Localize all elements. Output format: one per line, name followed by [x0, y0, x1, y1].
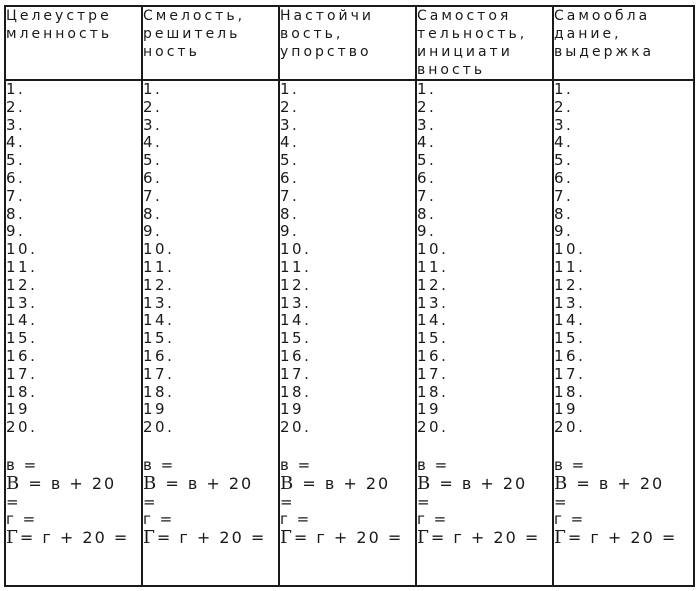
formula-expression: = г + 20 =: [430, 527, 541, 547]
item-number: 3.: [417, 115, 437, 134]
item-number: 14.: [554, 311, 586, 330]
item-number: 1.: [143, 80, 163, 98]
item-number: 16.: [280, 346, 312, 365]
item-number: 7.: [554, 186, 574, 205]
formula-equals: =: [143, 492, 158, 511]
formula-expression: = г + 20 =: [293, 527, 404, 547]
item-number: 7.: [6, 186, 26, 205]
formula-block: [417, 457, 552, 548]
item-number: 6.: [6, 168, 26, 187]
formula-big-g: [280, 528, 415, 548]
item-number: 10.: [6, 240, 38, 259]
item-number: 19: [6, 400, 31, 419]
item-number: 15.: [280, 329, 312, 348]
item-number: 15.: [6, 329, 38, 348]
formula-block: [6, 457, 141, 548]
item-number: 14.: [143, 311, 175, 330]
column-header-4: [416, 6, 553, 80]
column-title-line: Самообла: [554, 8, 651, 24]
formula-capital-letter: Г: [554, 526, 568, 548]
item-number: 13.: [280, 293, 312, 312]
formula-big-v: [554, 474, 693, 494]
formula-block: [554, 457, 693, 548]
item-number: 6.: [143, 168, 163, 187]
column-header-5: [553, 6, 694, 80]
formula-big-g: [6, 528, 141, 548]
item-number: 18.: [417, 382, 449, 401]
formula-equals: =: [417, 492, 432, 511]
item-number: 5.: [143, 151, 163, 170]
item-number: 7.: [417, 186, 437, 205]
item-number: 9.: [554, 222, 574, 241]
formula-expression: = в + 20: [295, 473, 391, 493]
item-number: 11.: [143, 257, 175, 276]
formula-equals: =: [6, 492, 21, 511]
item-number: 8.: [280, 204, 300, 223]
formula-big-v: [6, 474, 141, 494]
item-number: 8.: [554, 204, 574, 223]
item-number: 7.: [280, 186, 300, 205]
item-number: 1.: [6, 80, 26, 98]
formula-small-g: г =: [554, 509, 586, 528]
item-number: 20.: [280, 418, 312, 437]
traits-table: [4, 5, 695, 587]
item-number: 4.: [143, 133, 163, 152]
formula-big-g: [554, 528, 693, 548]
item-number: 18.: [6, 382, 38, 401]
item-number: 2.: [143, 97, 163, 116]
item-number: 11.: [6, 257, 38, 276]
formula-small-v: в =: [6, 455, 39, 474]
column-body-3: [279, 80, 416, 586]
item-number: 3.: [554, 115, 574, 134]
formula-small-v: в =: [417, 455, 450, 474]
column-title-line: Смелость,: [143, 8, 246, 24]
formula-expression: = г + 20 =: [156, 527, 267, 547]
body-row: [5, 80, 694, 586]
item-number: 12.: [280, 275, 312, 294]
formula-big-v: [417, 474, 552, 494]
item-number: 14.: [417, 311, 449, 330]
formula-capital-letter: В: [280, 472, 296, 494]
item-number: 18.: [143, 382, 175, 401]
item-number: 11.: [554, 257, 586, 276]
item-number: 3.: [280, 115, 300, 134]
column-title-line: дание,: [554, 26, 622, 42]
item-number: 16.: [554, 346, 586, 365]
item-number: 6.: [554, 168, 574, 187]
column-title-line: ность: [143, 44, 200, 60]
formula-capital-letter: В: [417, 472, 433, 494]
column-title-line: упорство: [280, 44, 372, 60]
item-number: 5.: [6, 151, 26, 170]
item-number: 12.: [6, 275, 38, 294]
item-number: 1.: [417, 80, 437, 98]
column-body-2: [142, 80, 279, 586]
formula-expression: = в + 20: [21, 473, 117, 493]
formula-capital-letter: В: [6, 472, 22, 494]
formula-capital-letter: В: [554, 472, 570, 494]
formula-expression: = в + 20: [569, 473, 665, 493]
formula-expression: = г + 20 =: [567, 527, 678, 547]
formula-equals: =: [554, 492, 569, 511]
column-header-3: [279, 6, 416, 80]
item-number: 8.: [143, 204, 163, 223]
formula-capital-letter: Г: [417, 526, 431, 548]
formula-small-g: г =: [417, 509, 449, 528]
item-number: 9.: [417, 222, 437, 241]
item-number: 17.: [417, 364, 449, 383]
formula-capital-letter: В: [143, 472, 159, 494]
formula-equals: =: [280, 492, 295, 511]
formula-small-v: в =: [280, 455, 313, 474]
item-number: 18.: [554, 382, 586, 401]
item-number: 17.: [143, 364, 175, 383]
item-number: 8.: [417, 204, 437, 223]
item-number: 12.: [417, 275, 449, 294]
item-number: 2.: [280, 97, 300, 116]
column-title-line: Настойчи: [280, 8, 374, 24]
column-body-4: [416, 80, 553, 586]
item-number: 3.: [143, 115, 163, 134]
formula-expression: = в + 20: [158, 473, 254, 493]
item-number: 6.: [280, 168, 300, 187]
item-number: 19: [143, 400, 168, 419]
item-number: 14.: [280, 311, 312, 330]
item-number: 10.: [280, 240, 312, 259]
formula-small-g: г =: [6, 509, 38, 528]
item-number: 2.: [554, 97, 574, 116]
column-title-line: решитель: [143, 26, 241, 42]
item-number: 20.: [6, 418, 38, 437]
item-number: 15.: [554, 329, 586, 348]
formula-capital-letter: Г: [143, 526, 157, 548]
column-title-line: мленность: [6, 26, 113, 42]
column-body-1: [5, 80, 142, 586]
formula-big-v: [280, 474, 415, 494]
item-number: 13.: [554, 293, 586, 312]
item-number: 16.: [6, 346, 38, 365]
item-number: 5.: [417, 151, 437, 170]
item-number: 11.: [280, 257, 312, 276]
item-number: 4.: [6, 133, 26, 152]
formula-big-g: [143, 528, 278, 548]
item-number: 8.: [6, 204, 26, 223]
item-number: 6.: [417, 168, 437, 187]
item-number: 19: [280, 400, 305, 419]
formula-small-v: в =: [554, 455, 587, 474]
item-number: 19: [417, 400, 442, 419]
item-number: 2.: [6, 97, 26, 116]
item-number: 4.: [554, 133, 574, 152]
formula-expression: = в + 20: [432, 473, 528, 493]
column-body-5: [553, 80, 694, 586]
item-number: 13.: [143, 293, 175, 312]
formula-block: [143, 457, 278, 548]
header-row: [5, 6, 694, 80]
formula-big-g: [417, 528, 552, 548]
item-number: 20.: [143, 418, 175, 437]
item-number: 12.: [554, 275, 586, 294]
column-header-2: [142, 6, 279, 80]
column-title-line: выдержка: [554, 44, 655, 60]
item-number: 1.: [554, 80, 574, 98]
item-number: 15.: [143, 329, 175, 348]
item-number: 10.: [554, 240, 586, 259]
column-title-line: Целеустре: [6, 8, 112, 24]
item-number: 9.: [280, 222, 300, 241]
item-number: 5.: [280, 151, 300, 170]
column-title-line: вность: [417, 62, 486, 78]
formula-big-v: [143, 474, 278, 494]
item-number: 17.: [6, 364, 38, 383]
column-title-line: инициати: [417, 44, 513, 60]
item-number: 13.: [417, 293, 449, 312]
item-number: 20.: [554, 418, 586, 437]
item-number: 17.: [280, 364, 312, 383]
formula-small-v: в =: [143, 455, 176, 474]
item-number: 10.: [143, 240, 175, 259]
item-number: 20.: [417, 418, 449, 437]
column-title-line: Самостоя: [417, 8, 512, 24]
item-number: 13.: [6, 293, 38, 312]
item-number: 10.: [417, 240, 449, 259]
item-number: 3.: [6, 115, 26, 134]
item-number: 19: [554, 400, 579, 419]
item-number: 5.: [554, 151, 574, 170]
column-title-line: вость,: [280, 26, 344, 42]
column-title-line: тельность,: [417, 26, 528, 42]
item-number: 1.: [280, 80, 300, 98]
formula-small-g: г =: [280, 509, 312, 528]
formula-small-g: г =: [143, 509, 175, 528]
column-header-1: [5, 6, 142, 80]
item-number: 14.: [6, 311, 38, 330]
item-number: 7.: [143, 186, 163, 205]
formula-capital-letter: Г: [6, 526, 20, 548]
item-number: 18.: [280, 382, 312, 401]
item-number: 2.: [417, 97, 437, 116]
item-number: 15.: [417, 329, 449, 348]
item-number: 12.: [143, 275, 175, 294]
item-number: 4.: [280, 133, 300, 152]
item-number: 9.: [6, 222, 26, 241]
formula-capital-letter: Г: [280, 526, 294, 548]
item-number: 9.: [143, 222, 163, 241]
item-number: 4.: [417, 133, 437, 152]
item-number: 17.: [554, 364, 586, 383]
item-number: 16.: [417, 346, 449, 365]
item-number: 11.: [417, 257, 449, 276]
formula-expression: = г + 20 =: [19, 527, 130, 547]
item-number: 16.: [143, 346, 175, 365]
formula-block: [280, 457, 415, 548]
